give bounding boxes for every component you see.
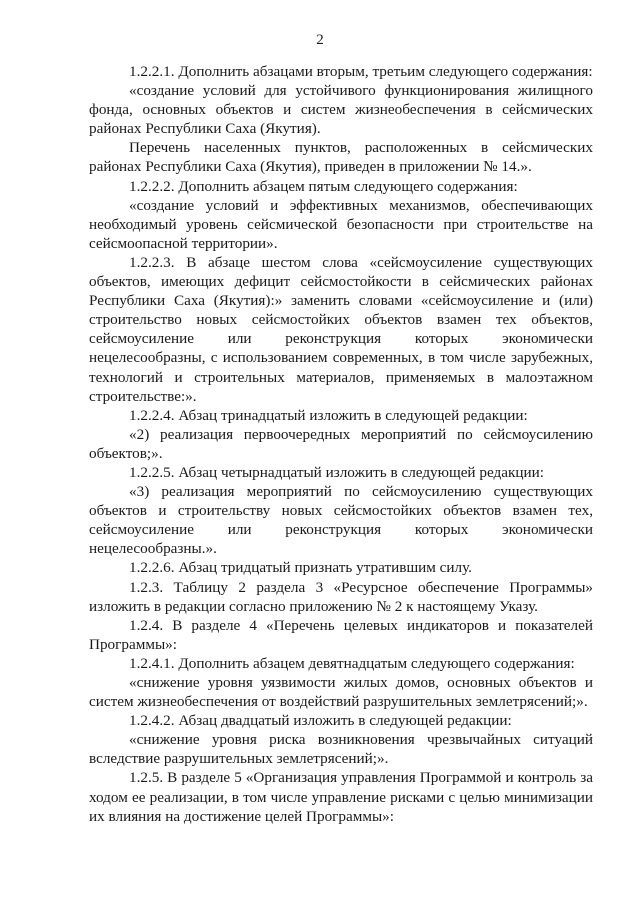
paragraph-quote-item-3: «3) реализация мероприятий по сейсмоусилению существующих объектов и строительству новых сейсмостойких объектов взамен тех, сейсмоусиление или реконструкция которых экономически нецелесообразны.». [89, 483, 593, 558]
paragraph-1-2-5: 1.2.5. В разделе 5 «Организация управления Программой и контроль за ходом ее реализации, в том числе управление рисками с целью минимизации их влияния на достижение целей Программы»: [89, 769, 593, 825]
paragraph-quote-risk: «снижение уровня риска возникновения чрезвычайных ситуаций вследствие разрушительных землетрясений;». [89, 731, 593, 768]
paragraph-1-2-2-3: 1.2.2.3. В абзаце шестом слова «сейсмоусиление существующих объектов, имеющих дефицит сейсмостойкости в сейсмических районах Республики Саха (Якутия):» заменить словами «сейсмоусиление и (или) строительство новых сейсмостойких объектов взамен тех объектов, сейсмоусиление или реконструкция которых экономически нецелесообразны, с использованием современных, в том числе зарубежных, технологий и строительных материалов, применяемых в малоэтажном строительстве:». [89, 253, 593, 405]
paragraph-quote-housing-fund: «создание условий для устойчивого функционирования жилищного фонда, основных объектов и систем жизнеобеспечения в сейсмических районах Республики Саха (Якутия). [89, 82, 593, 138]
paragraph-1-2-2-5: 1.2.2.5. Абзац четырнадцатый изложить в следующей редакции: [129, 463, 544, 481]
paragraph-settlements-list: Перечень населенных пунктов, расположенных в сейсмических районах Республики Саха (Якутия), приведен в приложении № 14.». [89, 139, 593, 176]
paragraph-quote-item-2: «2) реализация первоочередных мероприятий по сейсмоусилению объектов;». [89, 425, 593, 462]
document-body [89, 62, 593, 826]
paragraph-quote-mechanisms: «создание условий и эффективных механизмов, обеспечивающих необходимый уровень сейсмической безопасности при строительстве на сейсмоопасной территории». [89, 196, 593, 252]
paragraph-1-2-2-1: 1.2.2.1. Дополнить абзацами вторым, третьим следующего содержания: [129, 63, 593, 80]
paragraph-1-2-2-6: 1.2.2.6. Абзац тридцатый признать утратившим силу. [129, 559, 472, 577]
paragraph-1-2-4: 1.2.4. В разделе 4 «Перечень целевых индикаторов и показателей Программы»: [89, 616, 593, 653]
paragraph-1-2-3: 1.2.3. Таблицу 2 раздела 3 «Ресурсное обеспечение Программы» изложить в редакции согласно приложению № 2 к настоящему Указу. [89, 578, 593, 615]
paragraph-quote-vulnerability: «снижение уровня уязвимости жилых домов, основных объектов и систем жизнеобеспечения от воздействий разрушительных землетрясений;». [89, 674, 593, 711]
paragraph-1-2-2-2: 1.2.2.2. Дополнить абзацем пятым следующего содержания: [129, 177, 518, 195]
paragraph-1-2-4-1: 1.2.4.1. Дополнить абзацем девятнадцатым следующего содержания: [129, 654, 575, 672]
paragraph-1-2-4-2: 1.2.4.2. Абзац двадцатый изложить в следующей редакции: [129, 712, 512, 730]
paragraph-1-2-2-4: 1.2.2.4. Абзац тринадцатый изложить в следующей редакции: [129, 406, 528, 424]
page-number: 2 [316, 32, 324, 48]
